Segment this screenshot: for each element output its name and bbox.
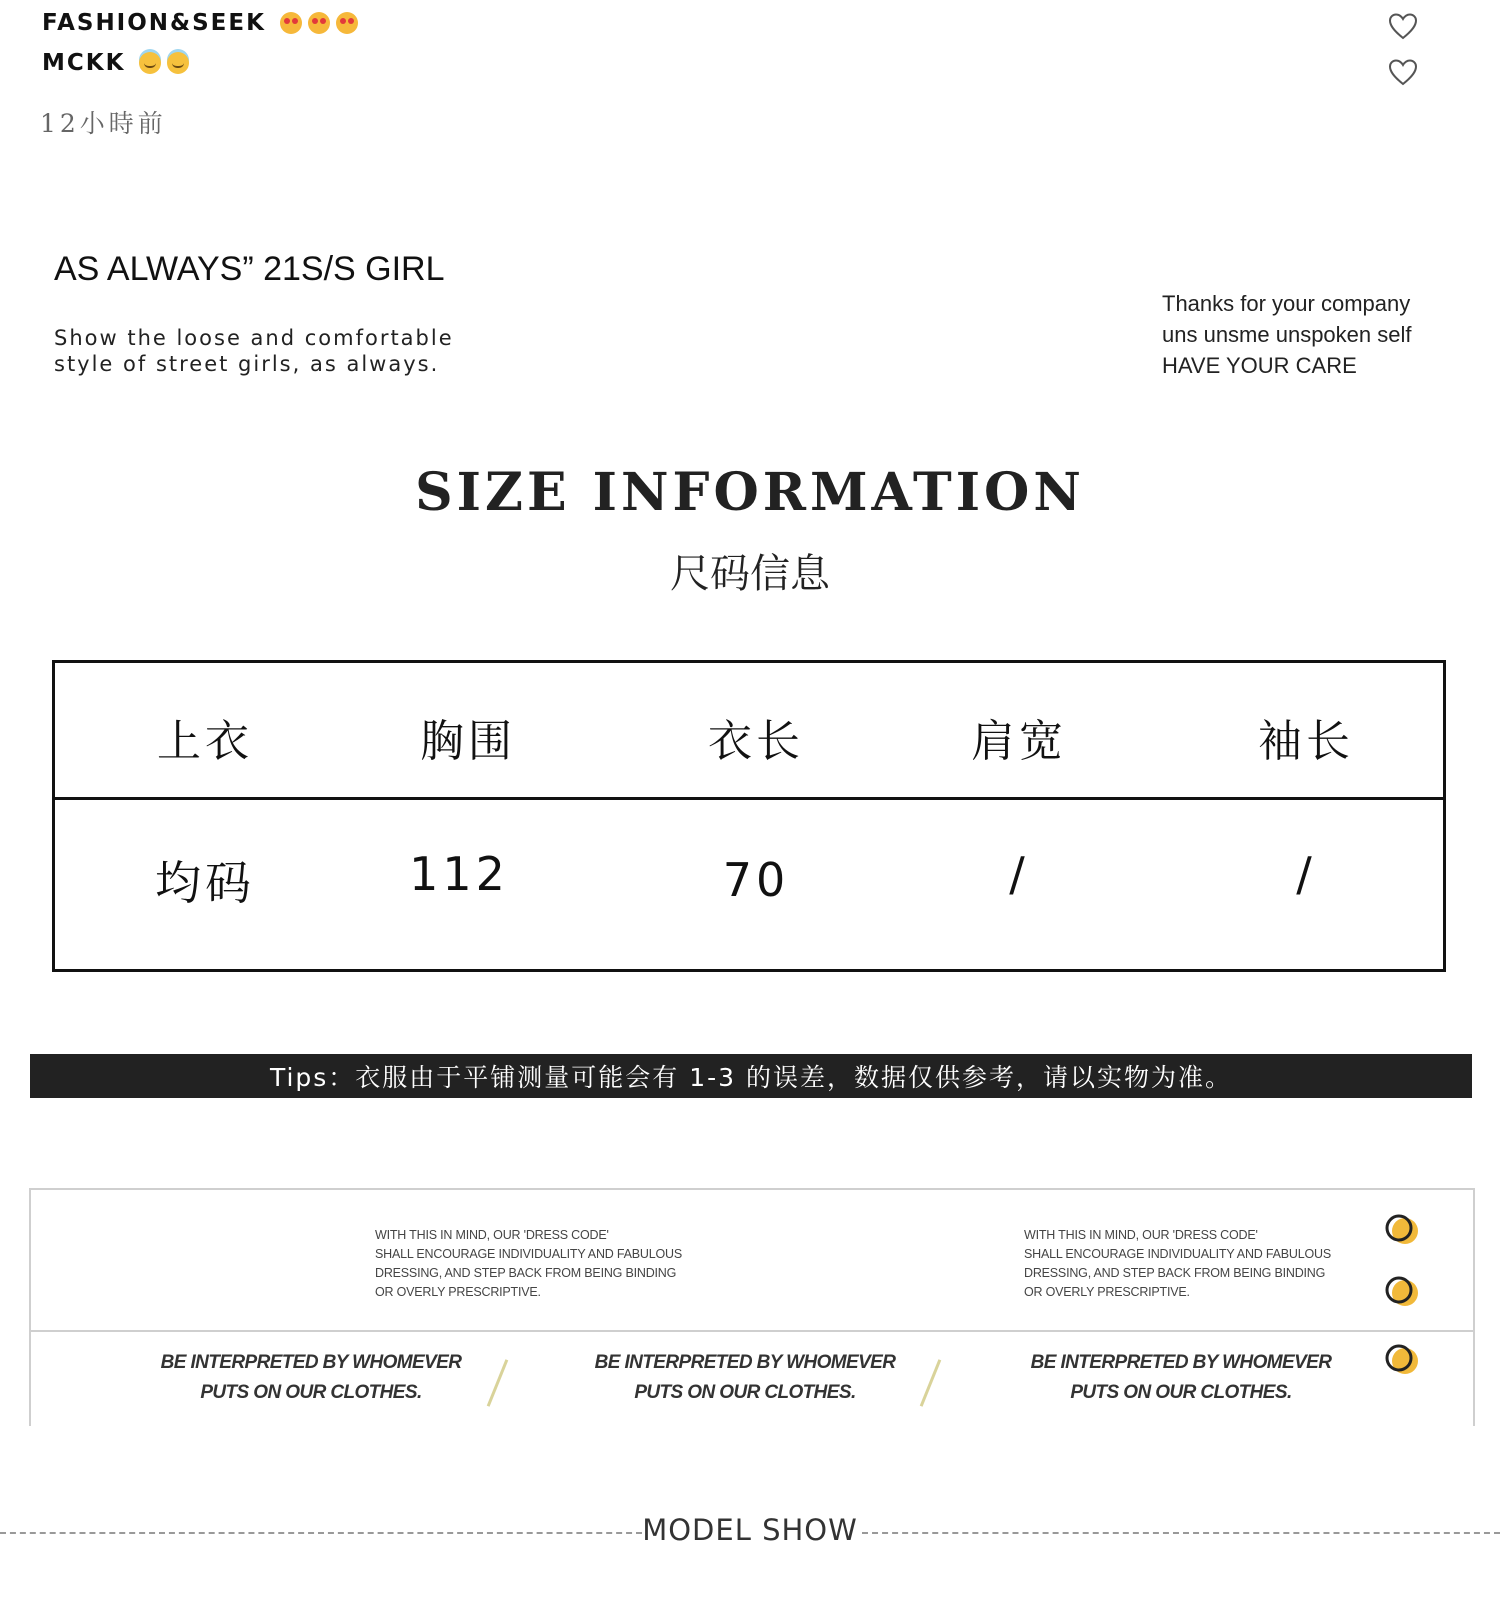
small-text-block-left xyxy=(375,1226,682,1302)
size-info-title: SIZE INFORMATION xyxy=(415,462,1085,523)
divider xyxy=(31,1330,1473,1332)
comment-author[interactable]: FASHION&SEEK xyxy=(42,10,266,36)
tips-text: Tips：衣服由于平铺测量可能会有 1-3 的误差，数据仅供参考，请以实物为准。 xyxy=(269,1063,1233,1092)
data-cell: 均码 xyxy=(155,856,255,910)
halo-emoji-icon xyxy=(167,52,189,74)
comment-row-2 xyxy=(42,50,189,76)
header-cell: 衣长 xyxy=(708,716,804,767)
header-cell: 肩宽 xyxy=(971,716,1067,767)
halo-emoji-icon xyxy=(139,52,161,74)
size-table xyxy=(52,660,1446,972)
small-text-line: DRESSING, AND STEP BACK FROM BEING BINDING xyxy=(375,1266,677,1280)
data-cell: / xyxy=(1296,847,1316,901)
intro-subtitle-line: style of street girls, as always. xyxy=(54,352,440,376)
like-heart-icon[interactable] xyxy=(1388,58,1418,86)
small-text-line: OR OVERLY PRESCRIPTIVE. xyxy=(1024,1285,1190,1299)
small-text-line: DRESSING, AND STEP BACK FROM BEING BINDING xyxy=(1024,1266,1326,1280)
slogan-text: BE INTERPRETED BY WHOMEVER PUTS ON OUR CLOTHES. xyxy=(594,1352,896,1403)
comment-row-1 xyxy=(42,10,358,36)
small-text-line: SHALL ENCOURAGE INDIVIDUALITY AND FABULOUS xyxy=(375,1247,682,1261)
heart-eyes-emoji-icon xyxy=(308,12,330,34)
data-cell: 112 xyxy=(409,847,509,901)
heart-eyes-emoji-icon xyxy=(280,12,302,34)
decorative-text-panel xyxy=(29,1188,1475,1426)
thanks-line: uns unsme unspoken self xyxy=(1162,322,1412,347)
size-table-header xyxy=(55,663,1443,800)
slogan-text: BE INTERPRETED BY WHOMEVER PUTS ON OUR CLOTHES. xyxy=(1030,1352,1332,1403)
small-text-line: OR OVERLY PRESCRIPTIVE. xyxy=(375,1285,541,1299)
small-text-line: SHALL ENCOURAGE INDIVIDUALITY AND FABULOUS xyxy=(1024,1247,1331,1261)
like-heart-icon[interactable] xyxy=(1388,12,1418,40)
slogan-text: BE INTERPRETED BY WHOMEVER PUTS ON OUR CLOTHES. xyxy=(160,1352,462,1403)
intro-title: AS ALWAYS” 21S/S GIRL xyxy=(54,250,445,288)
header-cell: 袖长 xyxy=(1258,716,1354,767)
thanks-line: Thanks for your company xyxy=(1162,291,1411,316)
emoji-group xyxy=(139,52,189,74)
size-info-subtitle: 尺码信息 xyxy=(670,551,830,597)
tips-bar xyxy=(30,1054,1472,1098)
heart-eyes-emoji-icon xyxy=(336,12,358,34)
thanks-line: HAVE YOUR CARE xyxy=(1162,353,1357,378)
small-text-line: WITH THIS IN MIND, OUR 'DRESS CODE' xyxy=(375,1228,609,1242)
emoji-group xyxy=(280,12,358,34)
header-cell: 上衣 xyxy=(157,716,253,767)
small-text-line: WITH THIS IN MIND, OUR 'DRESS CODE' xyxy=(1024,1228,1258,1242)
table-row xyxy=(55,800,1443,972)
section-title: MODEL SHOW xyxy=(642,1513,858,1547)
gold-ring-icon xyxy=(1385,1212,1421,1248)
intro-subtitle-line: Show the loose and comfortable xyxy=(54,326,454,350)
comment-timestamp: 12小時前 xyxy=(40,109,167,138)
header-cell: 胸围 xyxy=(420,716,516,767)
gold-ring-icon xyxy=(1385,1274,1421,1310)
gold-ring-icon xyxy=(1385,1342,1421,1378)
comment-author[interactable]: MCKK xyxy=(42,50,126,76)
data-cell: / xyxy=(1009,847,1029,901)
data-cell: 70 xyxy=(722,853,790,907)
small-text-block-right xyxy=(1024,1226,1331,1302)
